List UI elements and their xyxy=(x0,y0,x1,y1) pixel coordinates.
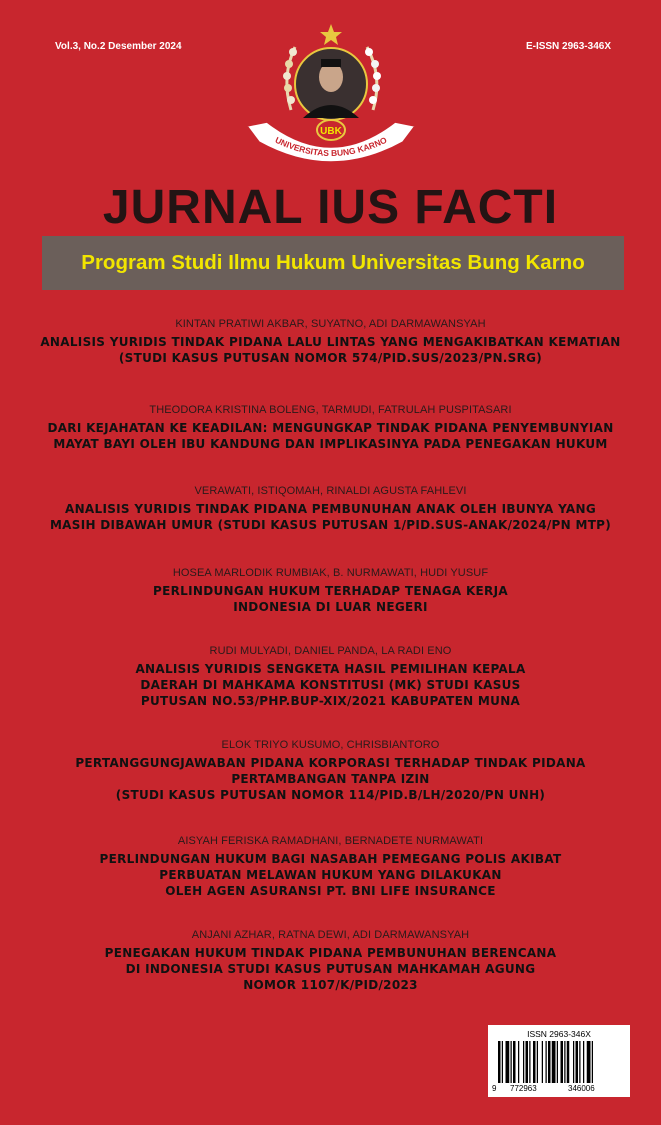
article-authors: KINTAN PRATIWI AKBAR, SUYATNO, ADI DARMAWANSYAH xyxy=(175,318,486,330)
article-authors: AISYAH FERISKA RAMADHANI, BERNADETE NURMAWATI xyxy=(177,835,484,847)
article-title: PERTANGGUNGJAWABAN PIDANA KORPORASI TERHADAP TINDAK PIDANA PERTAMBANGAN TANPA IZIN (STUDI KASUS PUTUSAN NOMOR 114/PID.B/LH/2020/PN UNH) xyxy=(75,756,586,802)
article-item xyxy=(0,645,661,709)
article-item xyxy=(0,567,661,615)
barcode-bar xyxy=(576,1041,579,1083)
barcode-bar xyxy=(533,1041,536,1083)
star-icon xyxy=(320,24,342,45)
article-item xyxy=(0,929,661,993)
ribbon-text: UNIVERSITAS BUNG KARNO xyxy=(273,134,389,159)
article-item xyxy=(0,485,661,533)
barcode-digits-end: 346006 xyxy=(568,1084,595,1093)
journal-title: JURNAL IUS FACTI xyxy=(102,181,559,234)
article-title: PERLINDUNGAN HUKUM BAGI NASABAH PEMEGANG POLIS AKIBAT PERBUATAN MELAWAN HUKUM YANG DILAKUKAN OLEH AGEN ASURANSI PT. BNI LIFE INSURANCE xyxy=(99,852,562,898)
barcode-icon xyxy=(498,1041,622,1083)
article-title: PENEGAKAN HUKUM TINDAK PIDANA PEMBUNUHAN BERENCANA DI INDONESIA STUDI KASUS PUTUSAN MAHKAMAH AGUNG NOMOR 1107/K/PID/2023 xyxy=(104,946,557,992)
barcode-bar xyxy=(561,1041,564,1083)
barcode-bar xyxy=(573,1041,574,1083)
barcode-bar xyxy=(502,1041,503,1083)
ubk-badge-text: UBK xyxy=(320,126,342,137)
barcode-bar xyxy=(552,1041,556,1083)
article-authors: ELOK TRIYO KUSUMO, CHRISBIANTORO xyxy=(221,739,440,751)
barcode-bar xyxy=(548,1041,551,1083)
barcode-bar xyxy=(564,1041,565,1083)
barcode-bar xyxy=(513,1041,516,1083)
barcode-bar xyxy=(557,1041,558,1083)
barcode-bar xyxy=(546,1041,547,1083)
volume-info: Vol.3, No.2 Desember 2024 xyxy=(55,41,182,52)
barcode-bar xyxy=(583,1041,584,1083)
barcode-bar xyxy=(542,1041,543,1083)
article-item xyxy=(0,835,661,899)
article-item xyxy=(0,739,661,803)
barcode-issn-label: ISSN 2963-346X xyxy=(527,1029,591,1039)
article-item xyxy=(0,318,661,366)
article-authors: RUDI MULYADI, DANIEL PANDA, LA RADI ENO xyxy=(209,645,452,657)
university-emblem xyxy=(243,22,419,162)
article-title: ANALISIS YURIDIS TINDAK PIDANA LALU LINTAS YANG MENGAKIBATKAN KEMATIAN (STUDI KASUS PUTUSAN NOMOR 574/PID.SUS/2023/PN.SRG) xyxy=(40,335,621,365)
article-authors: ANJANI AZHAR, RATNA DEWI, ADI DARMAWANSYAH xyxy=(191,929,470,941)
issn-barcode xyxy=(488,1025,630,1097)
barcode-bar xyxy=(506,1041,510,1083)
article-authors: THEODORA KRISTINA BOLENG, TARMUDI, FATRULAH PUSPITASARI xyxy=(149,404,512,416)
barcode-digits-mid: 772963 xyxy=(510,1084,537,1093)
article-authors: VERAWATI, ISTIQOMAH, RINALDI AGUSTA FAHLEVI xyxy=(194,485,467,497)
article-title: DARI KEJAHATAN KE KEADILAN: MENGUNGKAP TINDAK PIDANA PENYEMBUNYIAN MAYAT BAYI OLEH IBU KANDUNG DAN IMPLIKASINYA PADA PENEGAKAN HUKUM xyxy=(47,421,614,451)
barcode-bar xyxy=(523,1041,524,1083)
barcode-bar xyxy=(526,1041,529,1083)
article-title: ANALISIS YURIDIS SENGKETA HASIL PEMILIHAN KEPALA DAERAH DI MAHKAMA KONSTITUSI (MK) STUDI KASUS PUTUSAN NO.53/PHP.BUP-XIX/2021 KABUPATEN MUNA xyxy=(135,662,526,708)
barcode-digit-first: 9 xyxy=(492,1084,497,1093)
article-item xyxy=(0,404,661,452)
article-title: ANALISIS YURIDIS TINDAK PIDANA PEMBUNUHAN ANAK OLEH IBUNYA YANG MASIH DIBAWAH UMUR (STUDI KASUS PUTUSAN 1/PID.SUS-ANAK/2024/PN MTP) xyxy=(49,502,612,532)
barcode-bar xyxy=(579,1041,580,1083)
barcode-bar xyxy=(567,1041,570,1083)
barcode-bar xyxy=(587,1041,591,1083)
barcode-bar xyxy=(518,1041,519,1083)
barcode-bar xyxy=(592,1041,593,1083)
program-banner xyxy=(42,236,624,290)
article-title: PERLINDUNGAN HUKUM TERHADAP TENAGA KERJA INDONESIA DI LUAR NEGERI xyxy=(153,584,508,614)
barcode-bar xyxy=(511,1041,512,1083)
program-name: Program Studi Ilmu Hukum Universitas Bung Karno xyxy=(81,251,585,274)
barcode-bar xyxy=(529,1041,530,1083)
barcode-bar xyxy=(498,1041,501,1083)
article-authors: HOSEA MARLODIK RUMBIAK, B. NURMAWATI, HUDI YUSUF xyxy=(172,567,489,579)
barcode-bar xyxy=(537,1041,538,1083)
eissn-label: E-ISSN 2963-346X xyxy=(525,41,611,52)
